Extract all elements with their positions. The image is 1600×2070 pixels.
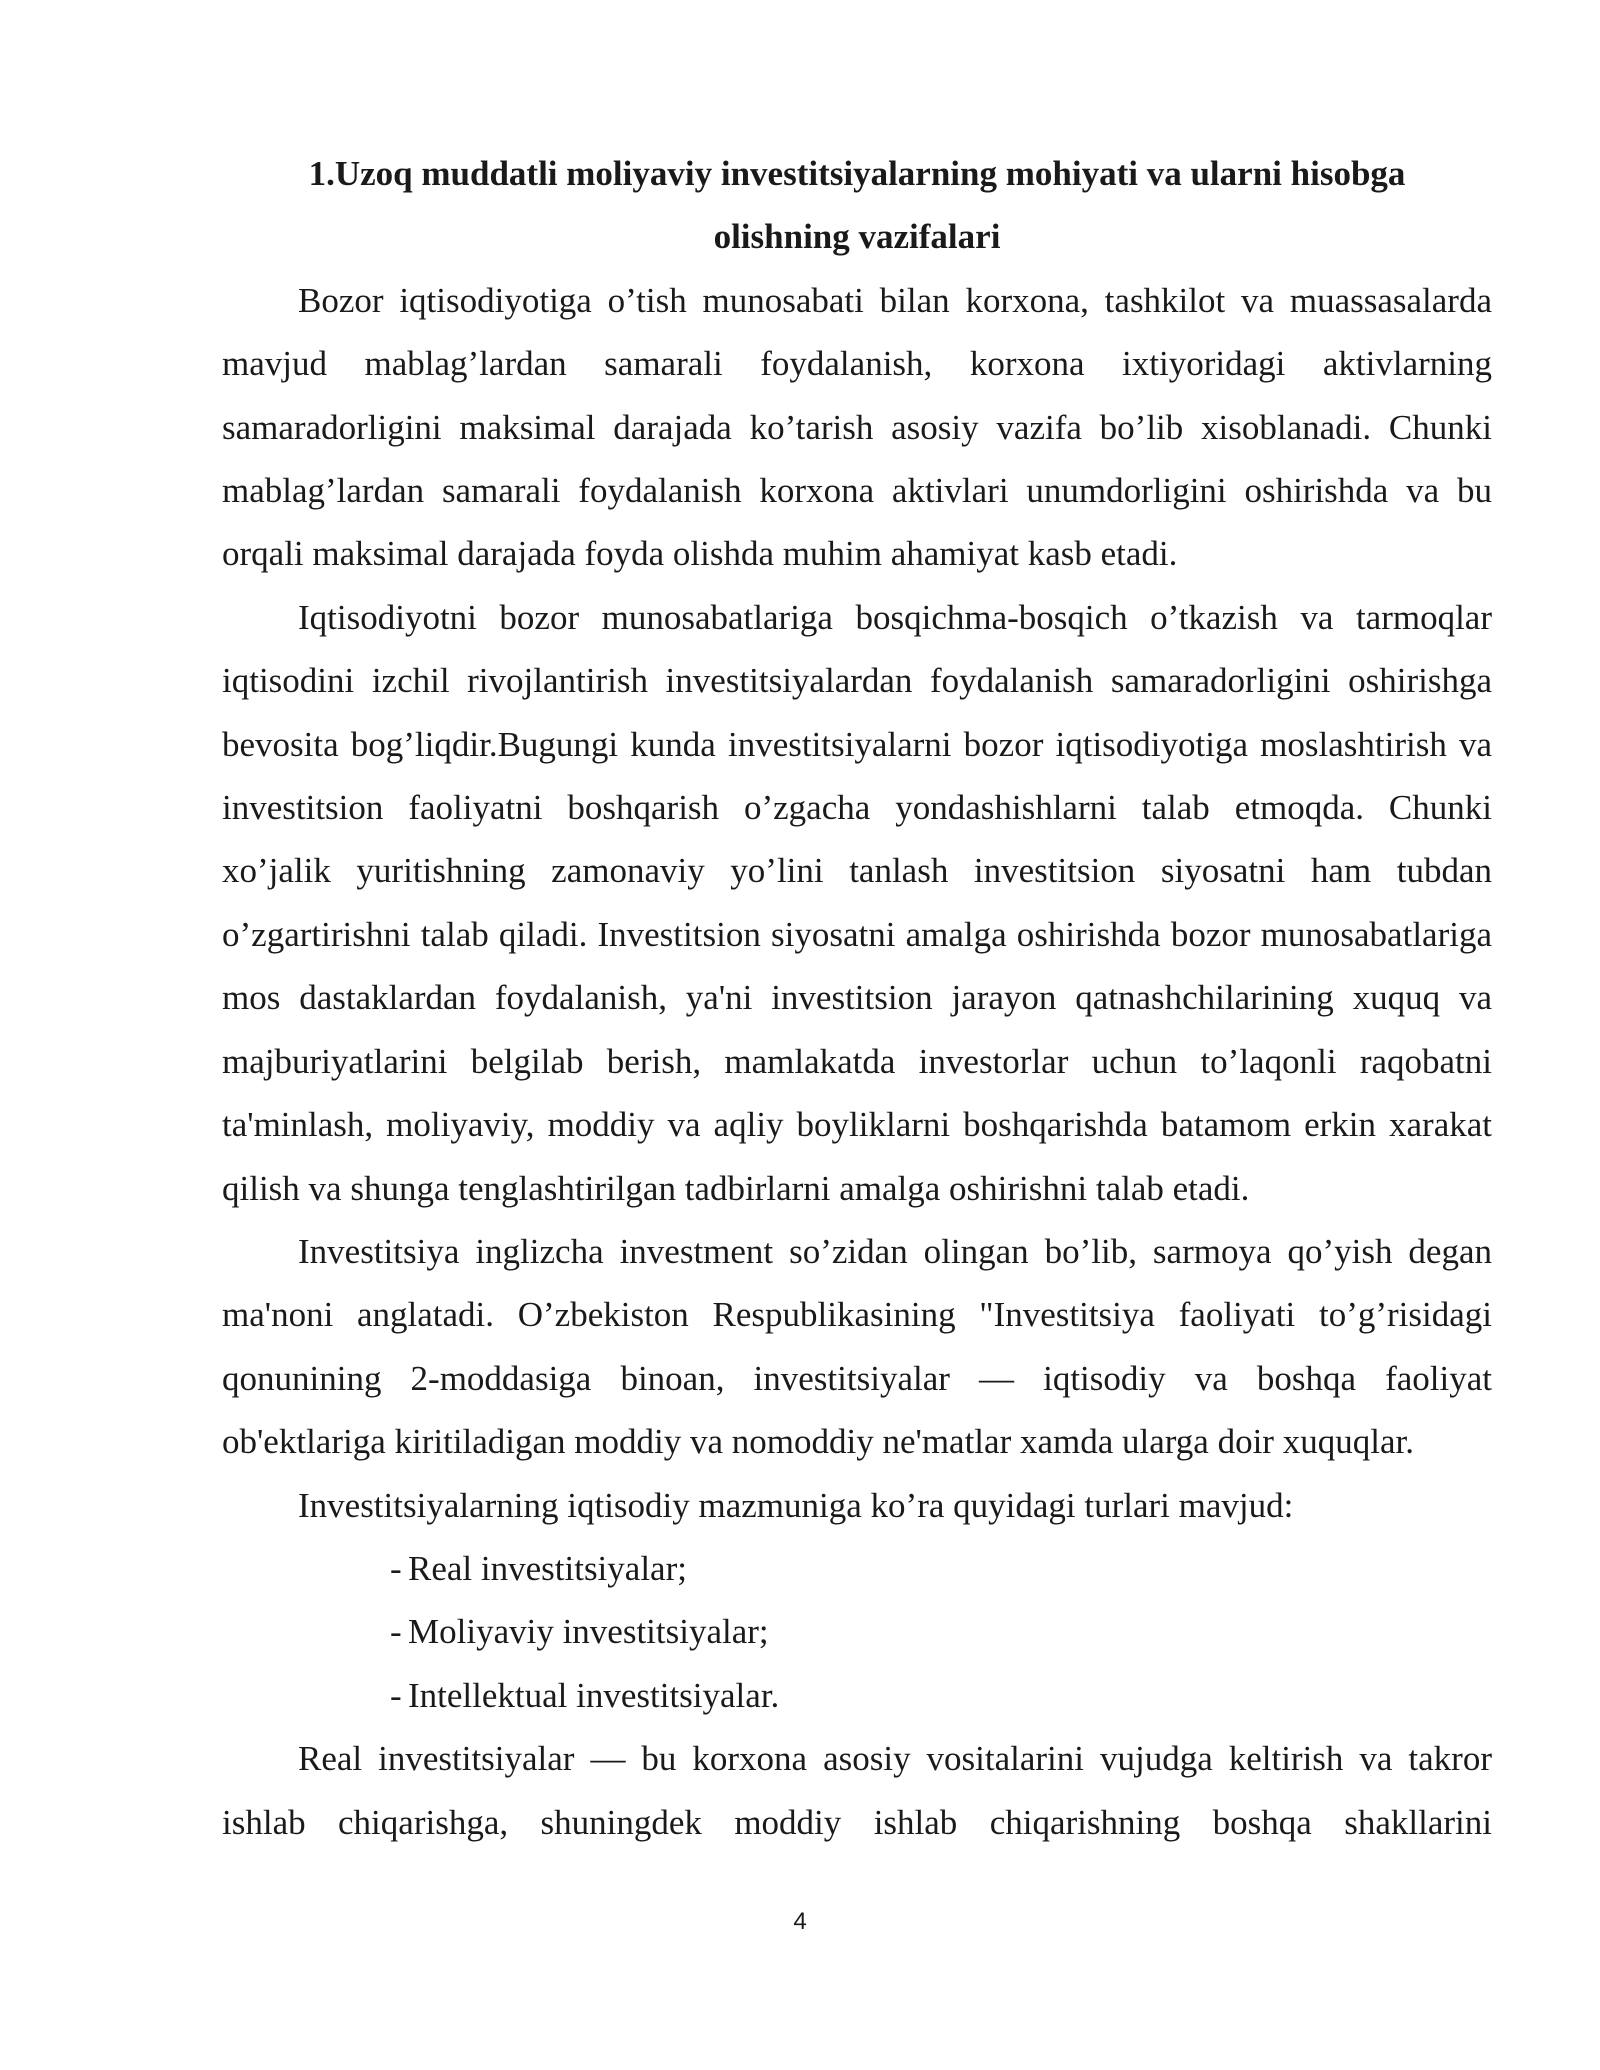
paragraph-5: Real investitsiyalar — bu korxona asosiy vositalarini vujudga keltirish va takror ishlab chiqarishga, shuningdek moddiy ishlab chiqarishning boshqa shakllarini [222, 1739, 1492, 1842]
list-item-text: Intellektual investitsiyalar. [408, 1675, 780, 1715]
paragraph-3: Investitsiya inglizcha investment so’zidan olingan bo’lib, sarmoya qo’yish degan ma'noni anglatadi. O’zbekiston Respublikasining "Investitsiya faoliyati to’g’risidagi qonunining 2-moddasiga binoan, investitsiyalar — iqtisodiy va boshqa faoliyat ob'ektlariga kiritiladigan moddiy va nomoddiy ne'matlar xamda ularga doir xuquqlar. [222, 1231, 1492, 1462]
list-item [222, 1664, 1492, 1727]
list-marker: - [390, 1612, 402, 1652]
page-content [222, 142, 1492, 1854]
page-number: 4 [793, 1908, 807, 1935]
list-marker: - [390, 1548, 402, 1588]
paragraph-2: Iqtisodiyotni bozor munosabatlariga bosqichma-bosqich o’tkazish va tarmoqlar iqtisodini izchil rivojlantirish investitsiyalardan foydalanish samaradorligini oshirishga bevosita bog’liqdir.Bugungi kunda investitsiyalarni bozor iqtisodiyotiga moslashtirish va investitsion faoliyatni boshqarish o’zgacha yondashishlarni talab etmoqda. Chunki xo’jalik yuritishning zamonaviy yo’lini tanlash investitsion siyosatni ham tubdan o’zgartirishni talab qiladi. Investitsion siyosatni amalga oshirishda bozor munosabatlariga mos dastaklardan foydalanish, ya'ni investitsion jarayon qatnashchilarining xuquq va majburiyatlarini belgilab berish, mamlakatda investorlar uchun to’laqonli raqobatni ta'minlash, moliyaviy, moddiy va aqliy boyliklarni boshqarishda batamom erkin xarakat qilish va shunga tenglashtirilgan tadbirlarni amalga oshirishni talab etadi. [222, 597, 1492, 1208]
investment-types-list [222, 1537, 1492, 1727]
list-marker: - [390, 1675, 402, 1715]
list-item-text: Real investitsiyalar; [408, 1548, 687, 1588]
list-item-text: Moliyaviy investitsiyalar; [408, 1612, 769, 1652]
paragraph-1: Bozor iqtisodiyotiga o’tish munosabati bilan korxona, tashkilot va muassasalarda mavjud mablag’lardan samarali foydalanish, korxona ixtiyoridagi aktivlarning samaradorligini maksimal darajada ko’tarish asosiy vazifa bo’lib xisoblanadi. Chunki mablag’lardan samarali foydalanish korxona aktivlari unumdorligini oshirishda va bu orqali maksimal darajada foyda olishda muhim ahamiyat kasb etadi. [222, 280, 1492, 574]
list-item [222, 1600, 1492, 1663]
paragraph-4: Investitsiyalarning iqtisodiy mazmuniga ko’ra quyidagi turlari mavjud: [298, 1485, 1294, 1525]
section-title: 1.Uzoq muddatli moliyaviy investitsiyalarning mohiyati va ularni hisobga olishning vazifalari [308, 154, 1406, 257]
list-item [222, 1537, 1492, 1600]
